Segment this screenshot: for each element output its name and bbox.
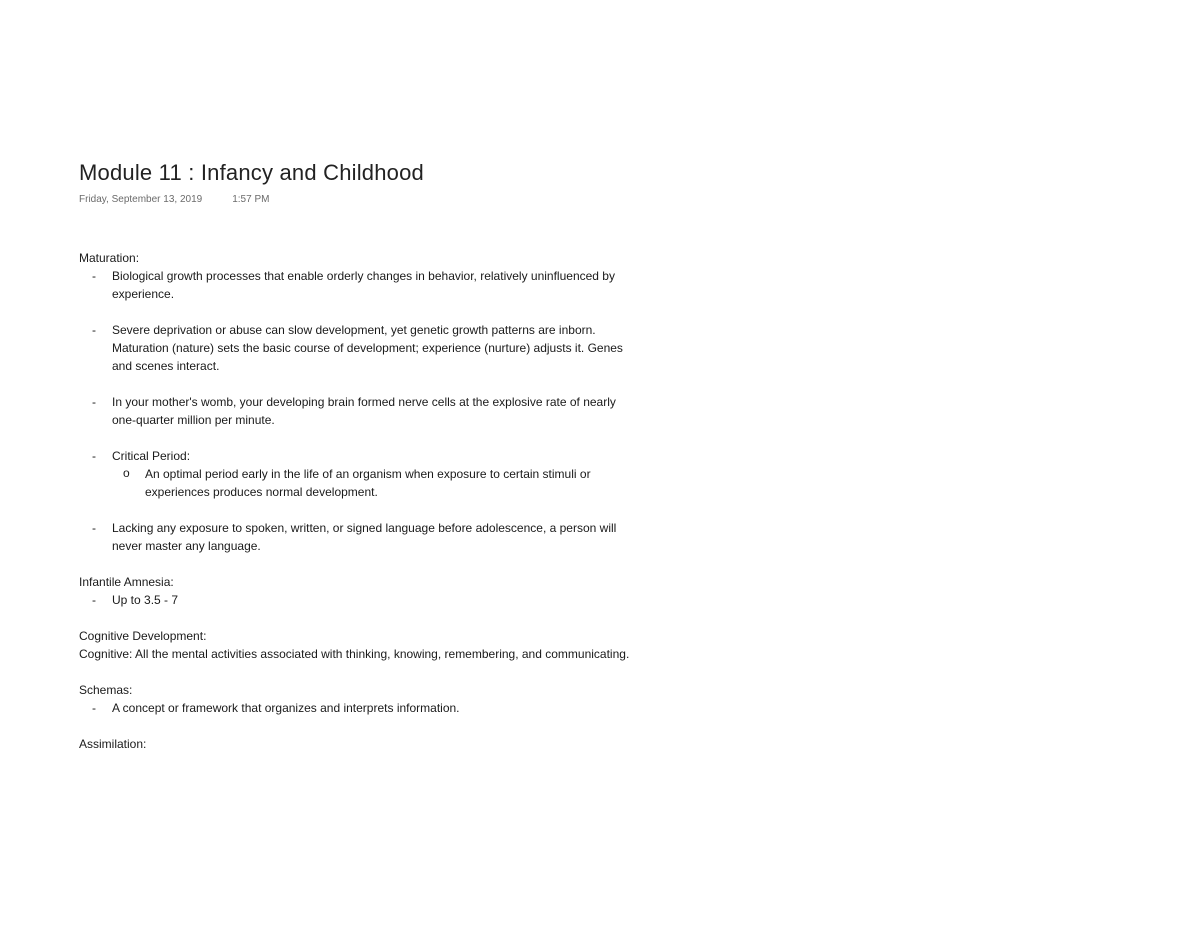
list-item-text: Biological growth processes that enable orderly changes in behavior, relatively uninfluenced by experience.: [112, 269, 615, 301]
list-item: [79, 321, 639, 375]
page-date: Friday, September 13, 2019: [79, 194, 203, 205]
list-item-text: Lacking any exposure to spoken, written, or signed language before adolescence, a person will never master any language.: [112, 521, 617, 553]
list-item-text: Critical Period:: [112, 449, 191, 463]
list-item-text: Severe deprivation or abuse can slow development, yet genetic growth patterns are inborn. Maturation (nature) sets the basic course of development; experience (nurture) adjusts it. Genes and scenes interact.: [112, 323, 623, 373]
list-item-text: In your mother's womb, your developing brain formed nerve cells at the explosive rate of nearly one-quarter million per minute.: [112, 395, 616, 427]
dash-bullet: -: [92, 593, 96, 607]
dash-bullet: -: [92, 701, 96, 715]
dash-bullet: -: [92, 323, 96, 337]
list-item: [79, 591, 639, 609]
list-item: [79, 519, 639, 555]
schemas-heading: Schemas:: [79, 683, 133, 697]
circle-bullet: o: [123, 466, 130, 480]
list-item: [79, 699, 639, 717]
cognitive-heading: Cognitive Development:: [79, 629, 207, 643]
maturation-heading: Maturation:: [79, 251, 140, 265]
sub-list-item-text: An optimal period early in the life of an organism when exposure to certain stimuli or experiences produces normal development.: [145, 467, 591, 499]
page-title: Module 11 : Infancy and Childhood: [79, 160, 424, 185]
list-item-text: A concept or framework that organizes and interprets information.: [112, 701, 460, 715]
note-body: [79, 249, 639, 753]
dash-bullet: -: [92, 521, 96, 535]
list-item: [79, 393, 639, 429]
page-meta: [79, 194, 269, 205]
list-item: [79, 447, 639, 465]
assimilation-heading: Assimilation:: [79, 737, 147, 751]
maturation-list: [79, 267, 639, 555]
amnesia-heading: Infantile Amnesia:: [79, 575, 174, 589]
sub-list-item: [79, 465, 639, 501]
dash-bullet: -: [92, 449, 96, 463]
dash-bullet: -: [92, 395, 96, 409]
cognitive-text: Cognitive: All the mental activities associated with thinking, knowing, remembering, and communicating.: [79, 647, 630, 661]
list-item: [79, 267, 639, 303]
list-item-text: Up to 3.5 - 7: [112, 593, 179, 607]
dash-bullet: -: [92, 269, 96, 283]
page-time: 1:57 PM: [232, 194, 270, 205]
